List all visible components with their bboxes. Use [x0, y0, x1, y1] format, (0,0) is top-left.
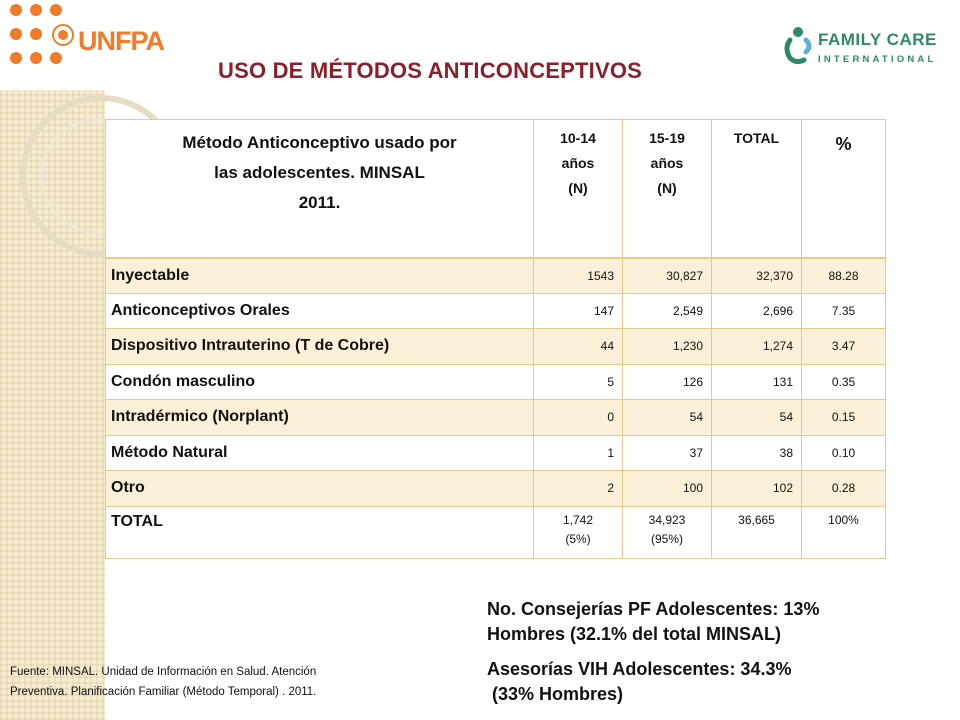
- header-line: 15-19: [649, 130, 685, 146]
- cell-percent: 3.47: [802, 329, 886, 365]
- table-row: [106, 258, 886, 294]
- cell-total: 102: [712, 471, 802, 507]
- un-emblem-icon: [52, 24, 74, 46]
- cell-total: 2,696: [712, 293, 802, 329]
- total-15-19: [623, 506, 712, 558]
- total-value: 34,923: [648, 512, 686, 527]
- cell-percent: 88.28: [802, 258, 886, 294]
- total-total: 36,665: [712, 506, 802, 558]
- header-line: 10-14: [560, 130, 596, 146]
- cell-10-14: 5: [534, 364, 623, 400]
- total-10-14: [534, 506, 623, 558]
- cell-total: 131: [712, 364, 802, 400]
- header-method-line: Método Anticonceptivo usado por: [182, 133, 457, 152]
- cell-percent: 0.35: [802, 364, 886, 400]
- cell-percent: 7.35: [802, 293, 886, 329]
- cell-10-14: 147: [534, 293, 623, 329]
- header-line: años: [650, 155, 684, 171]
- cell-10-14: 1543: [534, 258, 623, 294]
- header-total: [712, 120, 802, 258]
- source-note: [10, 662, 430, 702]
- table-row: [106, 435, 886, 471]
- cell-15-19: 126: [623, 364, 712, 400]
- total-percent: 100%: [802, 506, 886, 558]
- page-title: USO DE MÉTODOS ANTICONCEPTIVOS: [218, 58, 643, 83]
- method-name: Intradérmico (Norplant): [106, 400, 534, 436]
- source-line: Fuente: MINSAL. Unidad de Información en Salud. Atención: [10, 666, 317, 678]
- unfpa-logo-text: UNFPA: [78, 26, 164, 56]
- contraceptive-methods-table: [105, 119, 886, 559]
- family-care-logo-subtext: INTERNATIONAL: [818, 54, 937, 65]
- cell-15-19: 100: [623, 471, 712, 507]
- table-row: [106, 400, 886, 436]
- cell-total: 38: [712, 435, 802, 471]
- total-share: (95%): [650, 531, 683, 546]
- method-name: Otro: [106, 471, 534, 507]
- cell-15-19: 30,827: [623, 258, 712, 294]
- method-name: Dispositivo Intrauterino (T de Cobre): [106, 329, 534, 365]
- cell-15-19: 37: [623, 435, 712, 471]
- table-row: [106, 471, 886, 507]
- cell-10-14: 44: [534, 329, 623, 365]
- total-value: 1,742: [562, 512, 594, 527]
- cell-total: 32,370: [712, 258, 802, 294]
- header-line: TOTAL: [733, 130, 780, 146]
- table-row: [106, 329, 886, 365]
- source-line: Preventiva. Planificación Familiar (Método Temporal) . 2011.: [10, 686, 317, 698]
- family-care-logo-text: FAMILY CARE: [818, 30, 937, 49]
- header-method: [106, 120, 534, 258]
- header-method-year: 2011.: [298, 193, 341, 212]
- cell-percent: 0.15: [802, 400, 886, 436]
- method-name: Método Natural: [106, 435, 534, 471]
- header-line: años: [561, 155, 595, 171]
- family-care-mark-icon: [782, 26, 814, 66]
- header-age-15-19: [623, 120, 712, 258]
- header-line: (N): [568, 180, 588, 196]
- cell-15-19: 54: [623, 400, 712, 436]
- total-label: TOTAL: [106, 506, 534, 558]
- note-line: Asesorías VIH Adolescentes: 34.3%: [487, 659, 792, 679]
- table-row: [106, 364, 886, 400]
- method-name: Condón masculino: [106, 364, 534, 400]
- method-name: Inyectable: [106, 258, 534, 294]
- table-row: [106, 293, 886, 329]
- header-age-10-14: [534, 120, 623, 258]
- table-header-row: [106, 120, 886, 258]
- cell-10-14: 1: [534, 435, 623, 471]
- cell-total: 1,274: [712, 329, 802, 365]
- unfpa-logo: [6, 0, 164, 82]
- cell-percent: 0.10: [802, 435, 886, 471]
- cell-15-19: 2,549: [623, 293, 712, 329]
- note-line: (33% Hombres): [487, 684, 624, 704]
- header-percent: %: [802, 120, 886, 258]
- header-method-line: las adolescentes. MINSAL: [214, 163, 425, 182]
- cell-15-19: 1,230: [623, 329, 712, 365]
- note-line: Hombres (32.1% del total MINSAL): [487, 624, 782, 644]
- cell-total: 54: [712, 400, 802, 436]
- note-line: No. Consejerías PF Adolescentes: 13%: [487, 599, 820, 619]
- counseling-notes: [487, 597, 957, 707]
- family-care-logo: [782, 24, 957, 72]
- total-share: (5%): [565, 531, 591, 546]
- header-line: (N): [657, 180, 677, 196]
- cell-percent: 0.28: [802, 471, 886, 507]
- cell-10-14: 2: [534, 471, 623, 507]
- cell-10-14: 0: [534, 400, 623, 436]
- table-total-row: [106, 506, 886, 558]
- method-name: Anticonceptivos Orales: [106, 293, 534, 329]
